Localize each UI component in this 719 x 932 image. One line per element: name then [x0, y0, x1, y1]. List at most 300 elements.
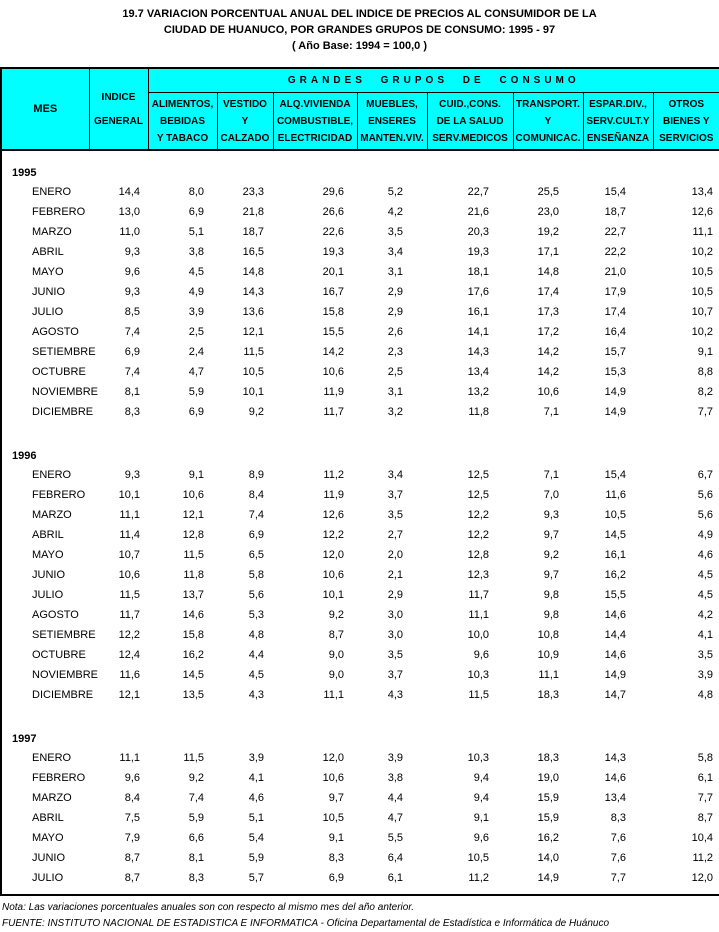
col-header-group-1	[217, 93, 273, 151]
value-cell: 6,1	[357, 868, 427, 888]
cpi-table	[0, 67, 719, 896]
value-cell: 18,7	[583, 202, 653, 222]
month-label: OCTUBRE	[1, 645, 89, 665]
data-row-1997-mayo	[1, 828, 719, 848]
year-label: 1995	[1, 150, 719, 182]
month-label: ABRIL	[1, 808, 89, 828]
value-cell: 17,1	[513, 242, 583, 262]
value-cell: 4,5	[653, 565, 719, 585]
value-cell: 8,1	[148, 848, 217, 868]
col-header-line: COMBUSTIBLE,	[274, 113, 357, 130]
value-cell: 8,3	[273, 848, 357, 868]
col-header-group-2	[273, 93, 357, 151]
value-cell: 10,2	[653, 242, 719, 262]
value-cell: 7,4	[148, 788, 217, 808]
col-header-line: SERV.MEDICOS	[428, 130, 513, 147]
value-cell: 8,8	[653, 362, 719, 382]
value-cell: 11,7	[89, 605, 148, 625]
value-cell: 2,1	[357, 565, 427, 585]
value-cell: 2,6	[357, 322, 427, 342]
value-cell: 10,3	[427, 748, 513, 768]
value-cell: 11,6	[89, 665, 148, 685]
value-cell: 2,7	[357, 525, 427, 545]
value-cell: 16,2	[513, 828, 583, 848]
col-header-line: CUID.,CONS.	[428, 96, 513, 113]
col-header-mes: MES	[1, 68, 89, 150]
value-cell: 4,8	[217, 625, 273, 645]
value-cell: 5,2	[357, 182, 427, 202]
value-cell: 17,4	[513, 282, 583, 302]
value-cell: 19,2	[513, 222, 583, 242]
value-cell: 11,8	[427, 402, 513, 422]
value-cell: 18,1	[427, 262, 513, 282]
value-cell: 17,3	[513, 302, 583, 322]
value-cell: 8,7	[273, 625, 357, 645]
value-cell: 21,0	[583, 262, 653, 282]
month-label: AGOSTO	[1, 605, 89, 625]
month-label: DICIEMBRE	[1, 685, 89, 705]
value-cell: 10,9	[513, 645, 583, 665]
month-label: DICIEMBRE	[1, 402, 89, 422]
value-cell: 9,1	[148, 465, 217, 485]
value-cell: 8,7	[653, 808, 719, 828]
data-row-1997-enero	[1, 748, 719, 768]
month-label: NOVIEMBRE	[1, 665, 89, 685]
value-cell: 4,1	[217, 768, 273, 788]
value-cell: 5,1	[217, 808, 273, 828]
value-cell: 11,9	[273, 382, 357, 402]
data-row-1997-febrero	[1, 768, 719, 788]
nota-line: Nota: Las variaciones porcentuales anuales son con respecto al mismo mes del año anterior.	[2, 900, 717, 916]
month-label: JUNIO	[1, 282, 89, 302]
value-cell: 20,1	[273, 262, 357, 282]
col-header-group-5	[513, 93, 583, 151]
value-cell: 3,9	[653, 665, 719, 685]
value-cell: 26,6	[273, 202, 357, 222]
data-row-1995-noviembre	[1, 382, 719, 402]
value-cell: 14,7	[583, 685, 653, 705]
month-label: FEBRERO	[1, 768, 89, 788]
col-header-group-4	[427, 93, 513, 151]
value-cell: 3,1	[357, 382, 427, 402]
year-row-1997	[1, 705, 719, 748]
table-bottom-spacer	[1, 888, 719, 895]
col-header-line: ELECTRICIDAD	[274, 130, 357, 147]
value-cell: 12,2	[89, 625, 148, 645]
value-cell: 10,1	[217, 382, 273, 402]
value-cell: 8,3	[148, 868, 217, 888]
footnotes	[0, 896, 719, 932]
value-cell: 9,4	[427, 788, 513, 808]
value-cell: 4,9	[653, 525, 719, 545]
value-cell: 15,8	[273, 302, 357, 322]
col-header-line: SERV.CULT.Y	[584, 113, 653, 130]
data-row-1996-febrero	[1, 485, 719, 505]
table-header	[1, 68, 719, 150]
value-cell: 11,8	[148, 565, 217, 585]
value-cell: 14,4	[583, 625, 653, 645]
value-cell: 9,1	[273, 828, 357, 848]
value-cell: 12,6	[273, 505, 357, 525]
month-label: MARZO	[1, 788, 89, 808]
value-cell: 14,3	[217, 282, 273, 302]
table-title	[0, 0, 719, 54]
value-cell: 10,5	[427, 848, 513, 868]
value-cell: 2,3	[357, 342, 427, 362]
month-label: JULIO	[1, 302, 89, 322]
value-cell: 11,6	[583, 485, 653, 505]
value-cell: 14,6	[583, 645, 653, 665]
value-cell: 13,7	[148, 585, 217, 605]
value-cell: 3,4	[357, 465, 427, 485]
value-cell: 5,8	[217, 565, 273, 585]
group-header: GRANDES GRUPOS DE CONSUMO	[148, 68, 719, 93]
value-cell: 16,4	[583, 322, 653, 342]
general-line: GENERAL	[90, 116, 148, 127]
value-cell: 7,7	[653, 788, 719, 808]
value-cell: 19,3	[427, 242, 513, 262]
value-cell: 11,1	[513, 665, 583, 685]
value-cell: 11,7	[273, 402, 357, 422]
data-row-1996-noviembre	[1, 665, 719, 685]
value-cell: 5,6	[653, 505, 719, 525]
value-cell: 4,6	[653, 545, 719, 565]
col-header-line: Y TABACO	[149, 130, 217, 147]
col-header-line: OTROS	[654, 96, 719, 113]
value-cell: 14,2	[273, 342, 357, 362]
value-cell: 8,3	[89, 402, 148, 422]
value-cell: 14,9	[583, 382, 653, 402]
value-cell: 4,5	[653, 585, 719, 605]
data-row-1996-abril	[1, 525, 719, 545]
value-cell: 16,2	[148, 645, 217, 665]
col-header-line: COMUNICAC.	[514, 130, 583, 147]
value-cell: 21,6	[427, 202, 513, 222]
value-cell: 17,6	[427, 282, 513, 302]
value-cell: 5,8	[653, 748, 719, 768]
value-cell: 14,6	[148, 605, 217, 625]
value-cell: 11,1	[427, 605, 513, 625]
value-cell: 12,1	[89, 685, 148, 705]
month-label: AGOSTO	[1, 322, 89, 342]
value-cell: 13,0	[89, 202, 148, 222]
value-cell: 4,1	[653, 625, 719, 645]
value-cell: 15,4	[583, 465, 653, 485]
value-cell: 12,0	[273, 748, 357, 768]
value-cell: 8,9	[217, 465, 273, 485]
col-header-line: BEBIDAS	[149, 113, 217, 130]
value-cell: 4,8	[653, 685, 719, 705]
value-cell: 9,1	[653, 342, 719, 362]
value-cell: 9,1	[427, 808, 513, 828]
value-cell: 15,9	[513, 788, 583, 808]
value-cell: 3,0	[357, 625, 427, 645]
col-header-line: TRANSPORT.	[514, 96, 583, 113]
value-cell: 16,2	[583, 565, 653, 585]
value-cell: 14,2	[513, 362, 583, 382]
year-row-1995	[1, 150, 719, 182]
value-cell: 11,5	[217, 342, 273, 362]
value-cell: 6,9	[148, 202, 217, 222]
value-cell: 10,2	[653, 322, 719, 342]
col-header-group-7	[653, 93, 719, 151]
header-row-1	[1, 68, 719, 93]
value-cell: 4,3	[217, 685, 273, 705]
value-cell: 16,1	[427, 302, 513, 322]
value-cell: 3,4	[357, 242, 427, 262]
value-cell: 4,4	[217, 645, 273, 665]
value-cell: 7,9	[89, 828, 148, 848]
value-cell: 9,6	[427, 828, 513, 848]
value-cell: 15,8	[148, 625, 217, 645]
col-header-line: ENSERES	[358, 113, 427, 130]
year-label: 1997	[1, 705, 719, 748]
value-cell: 7,7	[653, 402, 719, 422]
month-label: SETIEMBRE	[1, 342, 89, 362]
data-row-1996-junio	[1, 565, 719, 585]
value-cell: 11,1	[89, 748, 148, 768]
data-row-1995-agosto	[1, 322, 719, 342]
value-cell: 8,3	[583, 808, 653, 828]
value-cell: 16,5	[217, 242, 273, 262]
col-header-line: BIENES Y	[654, 113, 719, 130]
value-cell: 14,1	[427, 322, 513, 342]
value-cell: 22,7	[583, 222, 653, 242]
year-label: 1996	[1, 422, 719, 465]
value-cell: 9,3	[89, 242, 148, 262]
value-cell: 12,4	[89, 645, 148, 665]
value-cell: 7,7	[583, 868, 653, 888]
value-cell: 16,7	[273, 282, 357, 302]
month-label: ENERO	[1, 465, 89, 485]
value-cell: 9,0	[273, 665, 357, 685]
value-cell: 5,9	[217, 848, 273, 868]
data-row-1995-febrero	[1, 202, 719, 222]
value-cell: 7,1	[513, 402, 583, 422]
month-label: JUNIO	[1, 565, 89, 585]
value-cell: 3,8	[148, 242, 217, 262]
value-cell: 8,1	[89, 382, 148, 402]
month-label: MARZO	[1, 505, 89, 525]
value-cell: 8,2	[653, 382, 719, 402]
value-cell: 18,3	[513, 685, 583, 705]
data-row-1995-junio	[1, 282, 719, 302]
value-cell: 7,6	[583, 828, 653, 848]
value-cell: 7,5	[89, 808, 148, 828]
col-header-line: SERVICIOS	[654, 130, 719, 147]
value-cell: 19,0	[513, 768, 583, 788]
value-cell: 11,0	[89, 222, 148, 242]
data-row-1997-julio	[1, 868, 719, 888]
col-header-line: MANTEN.VIV.	[358, 130, 427, 147]
value-cell: 21,8	[217, 202, 273, 222]
value-cell: 11,1	[273, 685, 357, 705]
value-cell: 6,4	[357, 848, 427, 868]
value-cell: 7,4	[89, 362, 148, 382]
value-cell: 14,0	[513, 848, 583, 868]
value-cell: 6,1	[653, 768, 719, 788]
month-label: MAYO	[1, 545, 89, 565]
value-cell: 4,9	[148, 282, 217, 302]
value-cell: 11,2	[427, 868, 513, 888]
value-cell: 5,3	[217, 605, 273, 625]
col-header-group-3	[357, 93, 427, 151]
value-cell: 4,3	[357, 685, 427, 705]
value-cell: 10,5	[217, 362, 273, 382]
value-cell: 9,7	[273, 788, 357, 808]
value-cell: 11,1	[653, 222, 719, 242]
value-cell: 3,5	[357, 222, 427, 242]
value-cell: 22,7	[427, 182, 513, 202]
value-cell: 13,6	[217, 302, 273, 322]
value-cell: 10,6	[148, 485, 217, 505]
value-cell: 12,1	[217, 322, 273, 342]
table-body	[1, 150, 719, 895]
value-cell: 20,3	[427, 222, 513, 242]
value-cell: 9,8	[513, 605, 583, 625]
value-cell: 6,5	[217, 545, 273, 565]
col-header-line: CALZADO	[218, 130, 273, 147]
value-cell: 10,6	[513, 382, 583, 402]
value-cell: 12,0	[653, 868, 719, 888]
value-cell: 18,7	[217, 222, 273, 242]
value-cell: 9,3	[89, 465, 148, 485]
data-row-1997-marzo	[1, 788, 719, 808]
value-cell: 2,9	[357, 585, 427, 605]
value-cell: 10,1	[273, 585, 357, 605]
value-cell: 18,3	[513, 748, 583, 768]
month-label: ENERO	[1, 748, 89, 768]
col-header-group-0	[148, 93, 217, 151]
value-cell: 9,2	[148, 768, 217, 788]
value-cell: 11,1	[89, 505, 148, 525]
value-cell: 10,7	[653, 302, 719, 322]
value-cell: 15,4	[583, 182, 653, 202]
data-row-1995-octubre	[1, 362, 719, 382]
value-cell: 13,4	[653, 182, 719, 202]
value-cell: 5,4	[217, 828, 273, 848]
indice-line: INDICE	[90, 92, 148, 103]
value-cell: 15,5	[273, 322, 357, 342]
value-cell: 14,9	[513, 868, 583, 888]
value-cell: 12,2	[427, 505, 513, 525]
value-cell: 10,1	[89, 485, 148, 505]
value-cell: 13,2	[427, 382, 513, 402]
value-cell: 4,2	[653, 605, 719, 625]
data-row-1996-enero	[1, 465, 719, 485]
value-cell: 12,3	[427, 565, 513, 585]
value-cell: 14,3	[583, 748, 653, 768]
month-label: NOVIEMBRE	[1, 382, 89, 402]
value-cell: 3,7	[357, 485, 427, 505]
title-line-3: ( Año Base: 1994 = 100,0 )	[0, 38, 719, 54]
value-cell: 10,5	[583, 505, 653, 525]
value-cell: 13,4	[427, 362, 513, 382]
value-cell: 9,4	[427, 768, 513, 788]
data-row-1996-agosto	[1, 605, 719, 625]
value-cell: 10,4	[653, 828, 719, 848]
col-header-line: ENSEÑANZA	[584, 130, 653, 147]
value-cell: 10,6	[89, 565, 148, 585]
value-cell: 10,3	[427, 665, 513, 685]
value-cell: 6,6	[148, 828, 217, 848]
value-cell: 16,1	[583, 545, 653, 565]
value-cell: 5,9	[148, 382, 217, 402]
value-cell: 10,0	[427, 625, 513, 645]
value-cell: 4,7	[148, 362, 217, 382]
value-cell: 4,5	[148, 262, 217, 282]
value-cell: 9,0	[273, 645, 357, 665]
value-cell: 12,5	[427, 485, 513, 505]
value-cell: 5,5	[357, 828, 427, 848]
value-cell: 15,9	[513, 808, 583, 828]
value-cell: 14,8	[217, 262, 273, 282]
value-cell: 12,2	[273, 525, 357, 545]
month-label: JULIO	[1, 868, 89, 888]
value-cell: 12,6	[653, 202, 719, 222]
value-cell: 12,5	[427, 465, 513, 485]
year-row-1996	[1, 422, 719, 465]
value-cell: 25,5	[513, 182, 583, 202]
value-cell: 11,2	[273, 465, 357, 485]
col-header-line: MUEBLES,	[358, 96, 427, 113]
title-line-1: 19.7 VARIACION PORCENTUAL ANUAL DEL INDICE DE PRECIOS AL CONSUMIDOR DE LA	[0, 6, 719, 22]
col-header-line: Y	[218, 113, 273, 130]
value-cell: 11,5	[148, 545, 217, 565]
value-cell: 4,6	[217, 788, 273, 808]
value-cell: 8,5	[89, 302, 148, 322]
value-cell: 14,9	[583, 402, 653, 422]
value-cell: 5,6	[653, 485, 719, 505]
value-cell: 2,5	[357, 362, 427, 382]
value-cell: 19,3	[273, 242, 357, 262]
value-cell: 6,9	[148, 402, 217, 422]
month-label: OCTUBRE	[1, 362, 89, 382]
month-label: MAYO	[1, 828, 89, 848]
value-cell: 22,2	[583, 242, 653, 262]
value-cell: 9,6	[427, 645, 513, 665]
data-row-1995-setiembre	[1, 342, 719, 362]
value-cell: 14,6	[583, 768, 653, 788]
month-label: ENERO	[1, 182, 89, 202]
value-cell: 8,4	[89, 788, 148, 808]
value-cell: 12,2	[427, 525, 513, 545]
value-cell: 3,9	[217, 748, 273, 768]
value-cell: 23,0	[513, 202, 583, 222]
value-cell: 14,8	[513, 262, 583, 282]
value-cell: 4,7	[357, 808, 427, 828]
col-header-line: DE LA SALUD	[428, 113, 513, 130]
value-cell: 3,8	[357, 768, 427, 788]
value-cell: 10,6	[273, 768, 357, 788]
month-label: ABRIL	[1, 525, 89, 545]
data-row-1995-mayo	[1, 262, 719, 282]
value-cell: 10,7	[89, 545, 148, 565]
month-label: JULIO	[1, 585, 89, 605]
col-header-group-6	[583, 93, 653, 151]
value-cell: 10,5	[273, 808, 357, 828]
month-label: FEBRERO	[1, 485, 89, 505]
value-cell: 3,2	[357, 402, 427, 422]
col-header-line: ESPAR.DIV.,	[584, 96, 653, 113]
value-cell: 6,9	[273, 868, 357, 888]
value-cell: 11,2	[653, 848, 719, 868]
value-cell: 10,8	[513, 625, 583, 645]
data-row-1996-marzo	[1, 505, 719, 525]
value-cell: 8,7	[89, 848, 148, 868]
value-cell: 10,5	[653, 262, 719, 282]
value-cell: 14,3	[427, 342, 513, 362]
